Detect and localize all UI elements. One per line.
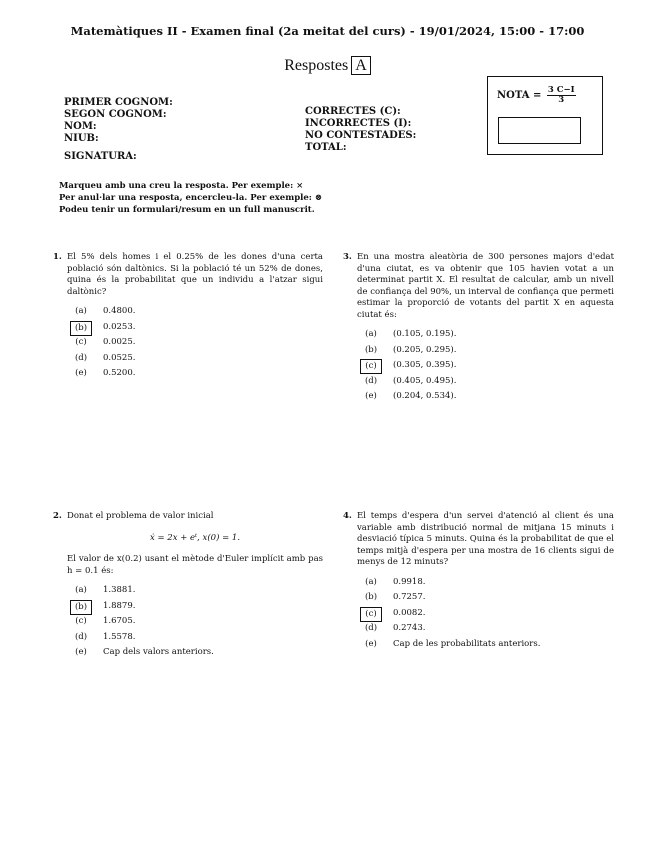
answers-version-box: A bbox=[351, 56, 371, 75]
option-letter: (a) bbox=[75, 585, 87, 595]
option-value: 0.0525. bbox=[103, 352, 136, 363]
option-a[interactable] bbox=[67, 583, 323, 599]
option-value: (0.204, 0.534). bbox=[393, 391, 457, 401]
option-value: 0.0253. bbox=[103, 321, 136, 332]
question-4 bbox=[343, 511, 614, 652]
option-c[interactable] bbox=[357, 606, 614, 622]
option-letter-marked: (c) bbox=[360, 359, 382, 374]
option-letter-marked: (c) bbox=[360, 607, 382, 622]
option-letter: (c) bbox=[75, 616, 87, 626]
option-b[interactable] bbox=[357, 590, 614, 606]
grade-numerator: 3 C−I bbox=[547, 85, 575, 95]
instruction-line: Marqueu amb una creu la resposta. Per exemple: × bbox=[59, 181, 304, 191]
correct-label: CORRECTES (C): bbox=[305, 106, 401, 117]
option-letter: (e) bbox=[75, 647, 87, 657]
option-d[interactable] bbox=[67, 630, 323, 646]
question-1 bbox=[53, 252, 323, 382]
option-e[interactable] bbox=[357, 637, 614, 653]
question-2 bbox=[53, 511, 323, 661]
option-letter: (b) bbox=[364, 592, 378, 602]
option-letter: (d) bbox=[74, 631, 88, 642]
option-d[interactable] bbox=[67, 351, 323, 367]
option-a[interactable] bbox=[357, 575, 614, 591]
option-letter: (b) bbox=[364, 344, 378, 355]
total-label: TOTAL: bbox=[305, 142, 347, 153]
option-c[interactable] bbox=[357, 358, 614, 374]
instruction-line: Podeu tenir un formulari/resum en un full manuscrit. bbox=[59, 205, 315, 215]
option-value: Cap de les probabilitats anteriors. bbox=[393, 638, 541, 649]
option-a[interactable] bbox=[67, 304, 323, 320]
student-id-fields bbox=[64, 97, 173, 145]
grade-label: NOTA = bbox=[497, 90, 542, 101]
option-value: 0.5200. bbox=[103, 368, 136, 378]
niub-label: NIUB: bbox=[64, 133, 99, 144]
option-letter: (e) bbox=[75, 368, 87, 378]
option-value: (0.405, 0.495). bbox=[393, 375, 457, 386]
option-c[interactable] bbox=[67, 335, 323, 351]
option-a[interactable] bbox=[357, 327, 614, 343]
question-text-continued: El valor de x(0.2) usant el mètode d'Euler implícit amb pas h = 0.1 és: bbox=[67, 554, 323, 576]
option-letter: (a) bbox=[75, 306, 87, 316]
signature-label: SIGNATURA: bbox=[64, 151, 137, 162]
option-value: 0.0025. bbox=[103, 337, 136, 347]
option-e[interactable] bbox=[67, 366, 323, 382]
option-letter: (c) bbox=[75, 337, 87, 347]
question-text: El temps d'espera d'un servei d'atenció al client és una variable amb distribució normal de mitjana 15 minuts i desviació típica 5 minuts. Quina és la probabilitat de que el temps mitjà d'espera per una mostra de 16 clients sigui de menys de 12 minuts? bbox=[357, 511, 614, 567]
question-3 bbox=[343, 252, 614, 405]
score-fields bbox=[305, 106, 416, 154]
option-b[interactable] bbox=[67, 320, 323, 336]
options-list bbox=[67, 583, 323, 661]
surname2-label: SEGON COGNOM: bbox=[64, 109, 167, 120]
incorrect-label: INCORRECTES (I): bbox=[305, 118, 412, 129]
option-value: 0.9918. bbox=[393, 576, 426, 587]
option-value: 1.5578. bbox=[103, 631, 136, 642]
surname1-label: PRIMER COGNOM: bbox=[64, 97, 173, 108]
question-number: 1. bbox=[53, 252, 62, 262]
option-value: (0.305, 0.395). bbox=[393, 360, 457, 370]
option-letter: (a) bbox=[365, 576, 377, 587]
answers-label: Respostes bbox=[284, 57, 349, 74]
option-letter: (e) bbox=[365, 391, 377, 401]
option-value: 0.4800. bbox=[103, 306, 136, 316]
grade-denominator: 3 bbox=[558, 95, 565, 105]
grade-fraction bbox=[547, 86, 576, 105]
option-value: 1.6705. bbox=[103, 616, 136, 626]
option-letter-marked: (b) bbox=[70, 321, 92, 336]
grade-input-box[interactable] bbox=[498, 117, 581, 144]
question-number: 2. bbox=[53, 511, 62, 521]
question-number: 4. bbox=[343, 511, 352, 521]
question-text: Donat el problema de valor inicial bbox=[67, 511, 214, 521]
option-e[interactable] bbox=[67, 645, 323, 661]
instructions bbox=[59, 180, 322, 216]
answers-heading bbox=[0, 56, 655, 75]
option-letter: (e) bbox=[365, 638, 377, 649]
option-letter: (d) bbox=[364, 623, 378, 633]
option-d[interactable] bbox=[357, 621, 614, 637]
option-b[interactable] bbox=[67, 599, 323, 615]
option-b[interactable] bbox=[357, 343, 614, 359]
option-letter: (d) bbox=[74, 352, 88, 363]
option-c[interactable] bbox=[67, 614, 323, 630]
unanswered-label: NO CONTESTADES: bbox=[305, 130, 417, 141]
grade-box bbox=[487, 76, 603, 155]
option-value: 0.7257. bbox=[393, 592, 426, 602]
question-text: El 5% dels homes i el 0.25% de les dones d'una certa població són daltònics. Si la població té un 52% de dones, quina és la probabilitat que un individu a l'atzar sigui daltònic? bbox=[67, 252, 323, 297]
question-text: En una mostra aleatòria de 300 persones majors d'edat d'una ciutat, es va obtenir que 105 havien votat a un determinat partit X. El resultat de calcular, amb un nivell de confiança del 90%, un interval de confiança que permeti estimar la proporció de votants del partit X en aquesta ciutat és: bbox=[357, 252, 614, 320]
options-list bbox=[357, 575, 614, 653]
options-list bbox=[357, 327, 614, 405]
question-number: 3. bbox=[343, 252, 352, 262]
option-value: Cap dels valors anteriors. bbox=[103, 647, 214, 657]
option-letter: (a) bbox=[365, 329, 377, 339]
option-e[interactable] bbox=[357, 389, 614, 405]
options-list bbox=[67, 304, 323, 382]
grade-formula bbox=[497, 86, 576, 105]
equation: ẋ = 2x + eᵗ, x(0) = 1. bbox=[149, 532, 241, 543]
option-value: 1.8879. bbox=[103, 600, 136, 611]
exam-title: Matemàtiques II - Examen final (2a meitat del curs) - 19/01/2024, 15:00 - 17:00 bbox=[70, 24, 585, 38]
option-value: 0.2743. bbox=[393, 623, 426, 633]
option-value: 0.0082. bbox=[393, 607, 426, 618]
name-label: NOM: bbox=[64, 121, 97, 132]
option-value: 1.3881. bbox=[103, 585, 136, 595]
option-value: (0.205, 0.295). bbox=[393, 344, 457, 355]
option-letter-marked: (b) bbox=[70, 600, 92, 615]
option-value: (0.105, 0.195). bbox=[393, 329, 457, 339]
option-d[interactable] bbox=[357, 374, 614, 390]
option-letter: (d) bbox=[364, 375, 378, 386]
instruction-line: Per anul·lar una resposta, encercleu-la. Per exemple: ⊗ bbox=[59, 193, 322, 203]
